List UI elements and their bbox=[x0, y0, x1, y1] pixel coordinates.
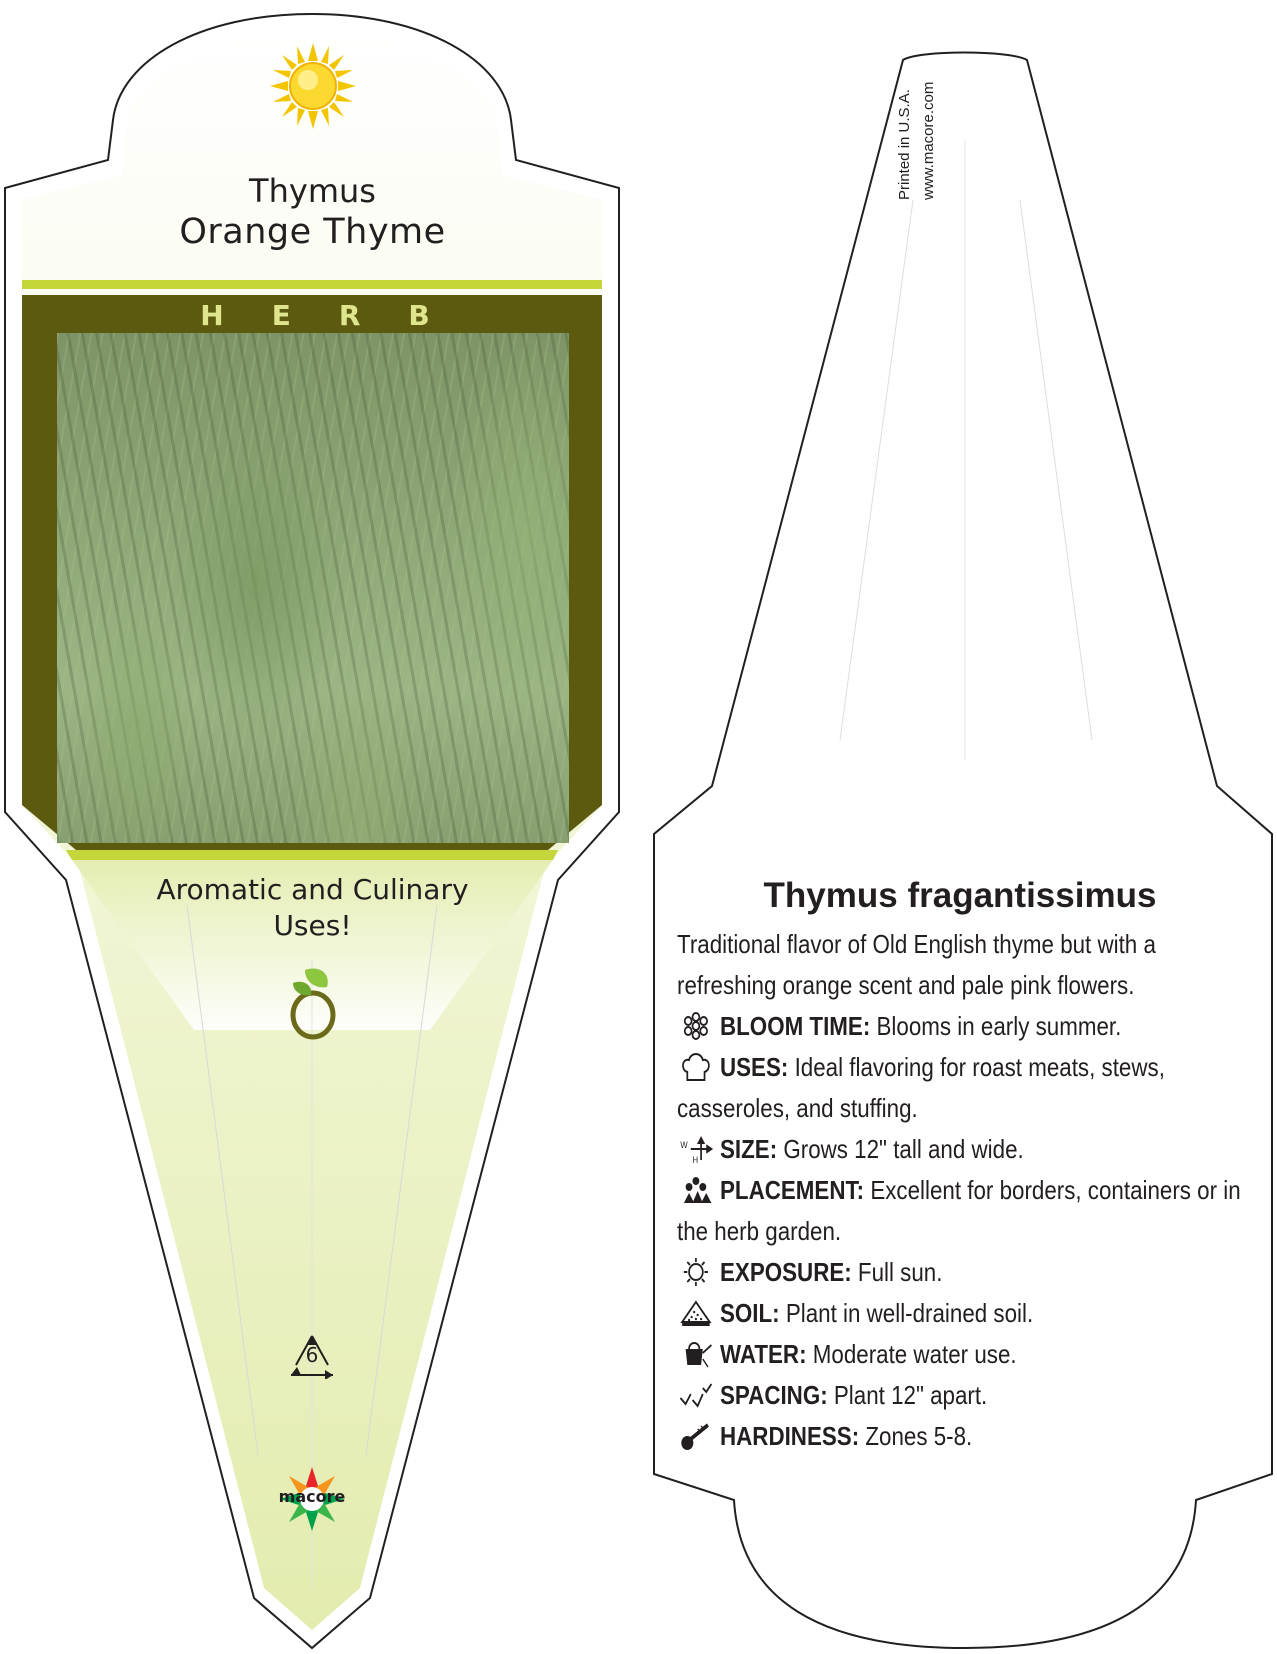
printed-in: Printed in U.S.A. bbox=[896, 89, 913, 200]
exposure-row bbox=[677, 1252, 1180, 1293]
soil-icon bbox=[677, 1298, 715, 1328]
plant-description-block bbox=[677, 924, 1241, 1457]
exposure-label: EXPOSURE: bbox=[720, 1257, 852, 1287]
plant-photo bbox=[57, 333, 569, 843]
thermometer-icon bbox=[677, 1421, 715, 1451]
bloom-time-label: BLOOM TIME: bbox=[720, 1011, 871, 1041]
recycle-number: 6 bbox=[305, 1343, 319, 1367]
svg-text:W: W bbox=[680, 1139, 688, 1151]
watering-can-icon bbox=[677, 1339, 715, 1369]
uses-row bbox=[677, 1047, 1245, 1129]
placement-icon bbox=[677, 1175, 715, 1205]
hardiness-value: Zones 5-8. bbox=[865, 1421, 973, 1451]
bloom-time-value: Blooms in early summer. bbox=[876, 1011, 1122, 1041]
hardiness-row bbox=[677, 1416, 1180, 1457]
brand-name: macore bbox=[278, 1487, 346, 1506]
placement-label: PLACEMENT: bbox=[720, 1175, 865, 1205]
uses-value: Ideal flavoring for roast meats, stews, casseroles, and stuffing. bbox=[677, 1052, 1165, 1123]
water-label: WATER: bbox=[720, 1339, 807, 1369]
svg-text:H: H bbox=[692, 1154, 699, 1164]
website: www.macore.com bbox=[920, 81, 937, 200]
print-info bbox=[893, 30, 941, 200]
water-row bbox=[677, 1334, 1180, 1375]
botanical-name: Thymus fragantissimus bbox=[763, 876, 1157, 915]
category-label: HERB bbox=[200, 299, 478, 332]
full-sun-icon bbox=[270, 43, 356, 129]
placement-value: Excellent for borders, containers or in the herb garden. bbox=[677, 1175, 1241, 1246]
size-arrows-icon bbox=[677, 1134, 715, 1164]
common-name: Orange Thyme bbox=[179, 212, 446, 252]
spacing-icon bbox=[677, 1380, 715, 1410]
spacing-value: Plant 12" apart. bbox=[833, 1380, 988, 1410]
description: Traditional flavor of Old English thyme but with a refreshing orange scent and pale pink flowers. bbox=[677, 929, 1156, 1000]
spacing-row bbox=[677, 1375, 1180, 1416]
genus-name: Thymus bbox=[249, 172, 376, 210]
hardiness-label: HARDINESS: bbox=[720, 1421, 860, 1451]
placement-row bbox=[677, 1170, 1245, 1252]
water-value: Moderate water use. bbox=[812, 1339, 1017, 1369]
size-label: SIZE: bbox=[720, 1134, 778, 1164]
sun-icon bbox=[677, 1257, 715, 1287]
flower-icon bbox=[677, 1011, 715, 1041]
soil-value: Plant in well-drained soil. bbox=[785, 1298, 1034, 1328]
uses-label: USES: bbox=[720, 1052, 789, 1082]
bloom-time-row bbox=[677, 1006, 1180, 1047]
soil-label: SOIL: bbox=[720, 1298, 780, 1328]
tagline: Aromatic and Culinary Uses! bbox=[156, 873, 469, 942]
spacing-label: SPACING: bbox=[720, 1380, 828, 1410]
size-value: Grows 12" tall and wide. bbox=[783, 1134, 1024, 1164]
chef-hat-icon bbox=[677, 1052, 715, 1082]
size-row bbox=[677, 1129, 1180, 1170]
exposure-value: Full sun. bbox=[857, 1257, 943, 1287]
herb-leaf-icon bbox=[285, 965, 341, 1041]
soil-row bbox=[677, 1293, 1180, 1334]
